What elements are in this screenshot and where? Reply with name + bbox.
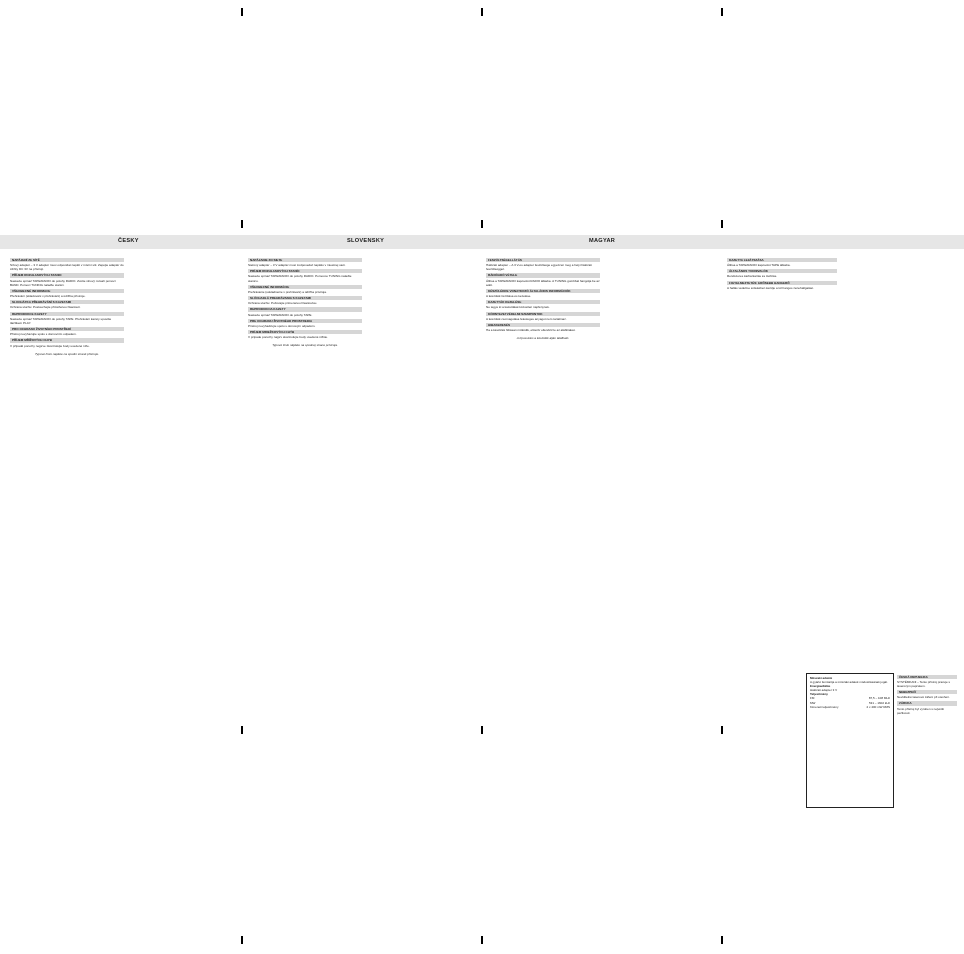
spec-value: 531 – 1602 kHz — [868, 700, 890, 705]
section-body: V prípade poruchy najprv skontrolujte body uvedené nižšie. — [248, 335, 328, 340]
section-heading: VŠEOBECNÉ INFORMÁCIE — [248, 285, 362, 289]
section-heading: KÖRNYEZETVÉDELMI SZEMPONTOK — [486, 312, 600, 316]
language-label-hu: MAGYAR — [589, 238, 616, 244]
section-body: Tento přístroj byl vyroben s největší pečlivostí. — [897, 706, 945, 715]
section-heading: PŘÍJEM ROZHLASOVÝCH STANIC — [10, 273, 124, 277]
section-body: V případě poruchy nejprve zkontrolujte body uvedené níže. — [10, 343, 90, 348]
section-body: Prístroj nevyhadzujte spolu s domovým odpadom. — [248, 323, 316, 328]
registration-mark — [721, 8, 723, 16]
specs-line: A gyártó fenntartja a műszaki adatok módosításának jogát. — [810, 680, 888, 685]
spec-label: MW — [810, 700, 816, 705]
section-body: Prehrávanie (uskladnenie v prehrávaní) a údržba prístroja. — [248, 289, 327, 294]
specs-line: Hálózati adapter 3 V — [810, 688, 838, 693]
section-heading: KAZETTÁK KEZELÉSE — [486, 300, 600, 304]
footer-note: Typové číslo nájdete na spodnej strane prístroja. — [272, 343, 338, 348]
section-body: SYSTÉMKANI – Tento přístroj pracuje s laserovým paprskem. — [897, 680, 950, 689]
section-body: Nastavte spínač TAPE/RADIO do polohy RADIO. Zvolte vlnový rozsah pomocí BAND. Pomocí TUNING nalaďte stanici. — [10, 278, 116, 287]
registration-mark — [481, 8, 483, 16]
registration-mark — [241, 936, 243, 944]
section-body: A hallás védelme érdekében kerülje a túl hangos zenehallgatást. — [727, 285, 814, 290]
section-heading: PŘÍJEM MŘÍŽOVÝCH CHYB — [10, 338, 124, 342]
footer-note: Typové číslo najdete na spodní straně přístroje. — [35, 351, 99, 356]
section-body: Přístroj nevyhazujte spolu s domovním odpadem. — [10, 332, 77, 337]
specs-title: Műszaki adatok — [810, 676, 833, 680]
section-body: Állítsa a TAPE/RADIO kapcsolót RADIO állásba. A TUNING gombbal hangolja be az adót. — [486, 278, 600, 287]
section-heading: ČESKÁ REPUBLIKA — [897, 675, 957, 679]
column-sk — [248, 256, 362, 348]
section-body: A készülék csomagolása felesleges anyagot nem tartalmaz. — [486, 316, 567, 321]
specs-line: Teljesítmény — [810, 692, 828, 697]
section-body: Nastavte spínač TAPE/RADIO do polohy RADIO. Pomocou TUNING nalaďte stanicu. — [248, 274, 352, 283]
section-heading: REPRODUKCIA KAZETY — [248, 307, 362, 311]
registration-mark — [721, 726, 723, 734]
section-heading: HIBAKERESÉS — [486, 323, 600, 327]
language-bar — [0, 235, 964, 249]
section-body: Síťový adaptér – 3 V adaptér musí odpovídat napětí v místní síti. Zapojte adaptér do zdířky DC 3V na přístroji. — [10, 263, 124, 272]
registration-mark — [241, 220, 243, 228]
section-heading: VŠEOBECNÉ INFORMACE — [10, 289, 124, 293]
section-heading: KÉSZÜLÉKRE VONATKOZÓ ÁLTALÁNOS INFORMÁCIÓK — [486, 289, 600, 293]
registration-mark — [721, 220, 723, 228]
section-body: Ha a készülék hibásan működik, először ellenőrizze az alábbiakat. — [486, 328, 576, 333]
section-heading: PRÍJEM ROZHLASOVÝCH STANÍC — [248, 269, 362, 273]
column-hu-right — [727, 256, 837, 291]
registration-mark — [481, 726, 483, 734]
section-body: Ne tegye ki a kazettákat közvetlen napfénynek. — [486, 305, 550, 310]
column-cz-warranty — [897, 673, 957, 715]
section-body: Přehrávání (skladování v přehrávání) a údržba přístroje. — [10, 294, 86, 299]
section-body: Állítsa a TAPE/RADIO kapcsolót TAPE állásba. — [727, 263, 791, 268]
section-heading: ÁLTALÁNOS TUDNIVALÓK — [727, 269, 837, 273]
section-body: Nastavte spínač TAPE/RADIO do polohy TAPE. Přehrávání kazety spustíte tlačítkem PLAY. — [10, 316, 112, 325]
spec-value: 87,5 – 108 MHz — [868, 696, 890, 701]
registration-mark — [481, 936, 483, 944]
section-heading: ZÁRUKA — [897, 701, 957, 705]
section-heading: NEBEZPEČÍ — [897, 690, 957, 694]
section-heading: FESZÜLTSÉGELLÁTÁS — [486, 258, 600, 262]
section-heading: SLÚCHADLÁ PREHRÁVANIA S KAZETAMI — [248, 296, 362, 300]
section-body: Nastavte spínač TAPE/RADIO do polohy TAPE. — [248, 312, 313, 317]
specs-line: Energiaellátás — [810, 684, 831, 689]
language-label-cs: ČESKY — [118, 238, 139, 244]
column-cs — [10, 256, 124, 356]
registration-mark — [721, 936, 723, 944]
registration-mark — [241, 8, 243, 16]
language-label-sk: SLOVENSKY — [347, 238, 385, 244]
section-body: Ochrana sluchu: Počúvajte primeranou hlasitosťou. — [248, 301, 318, 306]
section-heading: RÁDIÓADÓ VÉTELE — [486, 273, 600, 277]
spec-label: Kimeneti teljesítmény — [810, 704, 839, 709]
section-heading: REPRODUKCE KAZETY — [10, 312, 124, 316]
section-body: Hálózati adapter – A 3 V-os adapter feszültsége egyezzen meg a helyi hálózati feszültséggel. — [486, 263, 592, 272]
registration-mark — [241, 726, 243, 734]
section-body: A készülék tisztítása és kezelése. — [486, 294, 532, 299]
technical-specs-box — [806, 673, 894, 808]
section-body: Sieťový adaptér – 3 V adaptér musí zodpovedať napätiu v miestnej sieti. — [248, 263, 346, 268]
section-heading: KAZETTA LEJÁTSZÁSA — [727, 258, 837, 262]
section-heading: PRE OCHRANU ŽIVOTNÉHO PROSTREDIA — [248, 319, 362, 323]
registration-mark — [481, 220, 483, 228]
spec-value: 2 x 400 mW RMS — [866, 704, 890, 709]
section-heading: PRÍJEM MRIEŽKOVÝCH CHÝB — [248, 330, 362, 334]
section-body: Rendszeres karbantartás és tisztítás. — [727, 274, 778, 279]
column-hu — [486, 256, 600, 340]
footer-note: A típusszám a készülék alján található. — [516, 336, 570, 341]
spec-label: FM — [810, 696, 815, 701]
spec-row — [810, 705, 890, 709]
section-heading: FIGYELMEZTETÉS: ERŐSEBB HANGERŐ — [727, 281, 837, 285]
section-body: Ochrana sluchu: Poslouchejte přiměřenou hlasitostí. — [10, 305, 81, 310]
section-body: Neviditelné laserové záření při otevření. — [897, 695, 950, 700]
section-heading: SLUCHÁTKA PŘEHRÁVÁNÍ S KAZETAMI — [10, 300, 124, 304]
section-heading: NAPÁJANIE ZO SIETE — [248, 258, 362, 262]
section-heading: NAPÁJENÍ ZE SÍTĚ — [10, 258, 124, 262]
section-heading: PRO OCHRANU ŽIVOTNÍHO PROSTŘEDÍ — [10, 327, 124, 331]
